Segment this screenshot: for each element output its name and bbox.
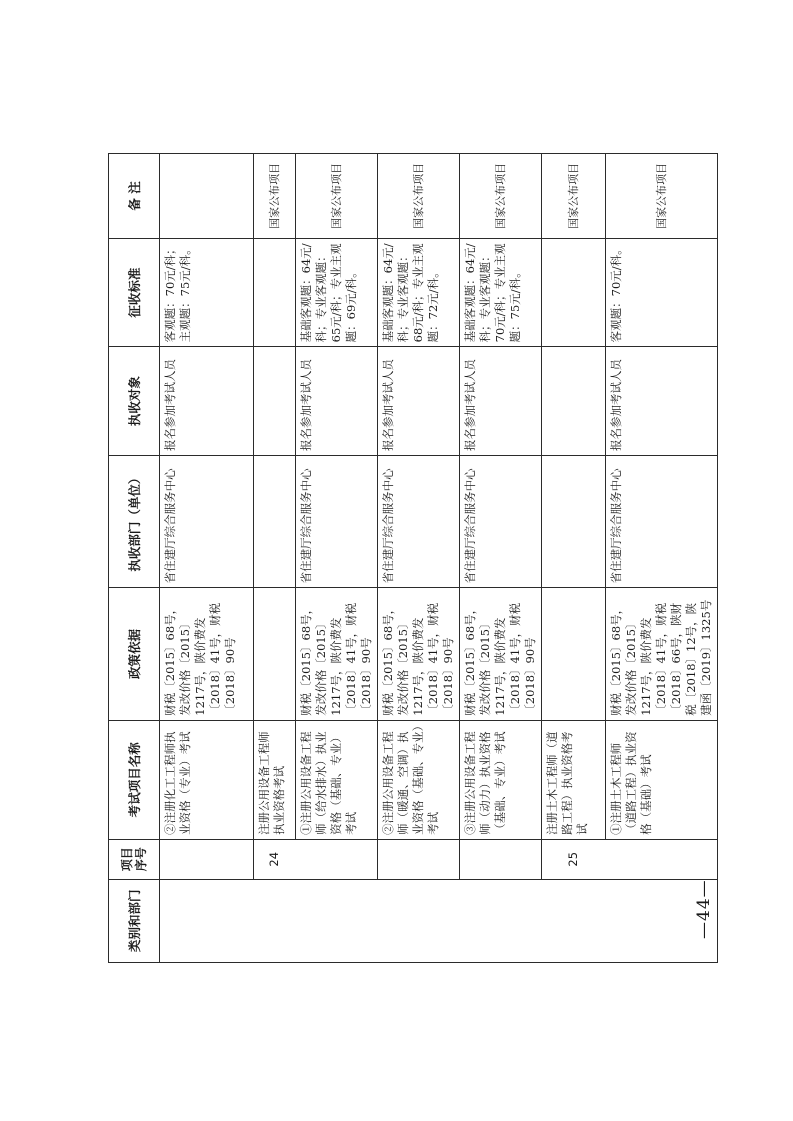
header-seq: 项目序号 <box>109 839 160 879</box>
basis-cell: 财税〔2015〕68号，发改价格〔2015〕1217号，陕价费发〔2018〕41号，财税〔2018〕90号 <box>460 588 542 720</box>
remark-cell: 国家公布项目 <box>460 154 542 239</box>
table-row <box>254 154 296 963</box>
basis-cell <box>542 588 606 720</box>
fee-table <box>108 153 718 963</box>
remark-cell: 国家公布项目 <box>542 154 606 239</box>
target-cell: 报名参加考试人员 <box>460 347 542 456</box>
target-cell: 报名参加考试人员 <box>160 347 254 456</box>
target-cell: 报名参加考试人员 <box>296 347 378 456</box>
dept-cell <box>460 879 542 962</box>
collector-cell: 省住建厅综合服务中心 <box>296 455 378 587</box>
dept-cell <box>542 879 606 962</box>
table-row <box>160 154 254 963</box>
target-cell: 报名参加考试人员 <box>378 347 460 456</box>
name-cell: 注册公用设备工程师执业资格考试 <box>254 720 296 839</box>
table-row <box>606 154 718 963</box>
collector-cell <box>254 455 296 587</box>
table-row <box>378 154 460 963</box>
basis-cell: 财税〔2015〕68号，发改价格〔2015〕1217号，陕价费发〔2018〕41号，财税〔2018〕90号 <box>296 588 378 720</box>
seq-cell: 24 <box>254 839 296 879</box>
collector-cell: 省住建厅综合服务中心 <box>606 455 718 587</box>
standard-cell <box>254 238 296 347</box>
name-cell: 注册土木工程师（道路工程）执业资格考试 <box>542 720 606 839</box>
page-number: —44— <box>694 879 714 939</box>
header-row <box>109 154 160 963</box>
standard-cell: 基础客观题：64元/科；专业客观题：68元/科；专业主观题：72元/科。 <box>378 238 460 347</box>
target-cell <box>542 347 606 456</box>
remark-cell: 国家公布项目 <box>378 154 460 239</box>
collector-cell <box>542 455 606 587</box>
header-basis: 政策依据 <box>109 588 160 720</box>
header-standard: 征收标准 <box>109 238 160 347</box>
standard-cell: 客观题：70元/科。 <box>606 238 718 347</box>
name-cell: ②注册公用设备工程师（暖通、空调）执业资格（基础、专业）考试 <box>378 720 460 839</box>
dept-cell <box>378 879 460 962</box>
remark-cell: 国家公布项目 <box>254 154 296 239</box>
name-cell: ②注册化工工程师执业资格（专业）考试 <box>160 720 254 839</box>
standard-cell <box>542 238 606 347</box>
basis-cell: 财税〔2015〕68号，发改价格〔2015〕1217号，陕价费发〔2018〕41号，财税〔2018〕90号 <box>160 588 254 720</box>
table-row <box>296 154 378 963</box>
header-target: 执收对象 <box>109 347 160 456</box>
name-cell: ①注册土木工程师（道路工程）执业资格（基础）考试 <box>606 720 718 839</box>
basis-cell <box>254 588 296 720</box>
collector-cell: 省住建厅综合服务中心 <box>378 455 460 587</box>
table-row <box>460 154 542 963</box>
basis-cell: 财税〔2015〕68号，发改价格〔2015〕1217号，陕价费发〔2018〕41号，财税〔2018〕66号，陕财税〔2018〕12号，陕建函〔2019〕1325号 <box>606 588 718 720</box>
basis-cell: 财税〔2015〕68号，发改价格〔2015〕1217号，陕价费发〔2018〕41号，财税〔2018〕90号 <box>378 588 460 720</box>
remark-cell <box>160 154 254 239</box>
seq-cell <box>460 839 542 879</box>
target-cell: 报名参加考试人员 <box>606 347 718 456</box>
standard-cell: 客观题：70元/科；主观题：75元/科。 <box>160 238 254 347</box>
header-collector: 执收部门（单位） <box>109 455 160 587</box>
dept-cell <box>160 879 254 962</box>
remark-cell: 国家公布项目 <box>296 154 378 239</box>
collector-cell: 省住建厅综合服务中心 <box>160 455 254 587</box>
target-cell <box>254 347 296 456</box>
seq-cell: 25 <box>542 839 606 879</box>
standard-cell: 基础客观题：64元/科；专业客观题：70元/科；专业主观题：75元/科。 <box>460 238 542 347</box>
name-cell: ③注册公用设备工程师（动力）执业资格（基础、专业）考试 <box>460 720 542 839</box>
seq-cell <box>606 839 718 879</box>
header-dept: 类别和部门 <box>109 879 160 962</box>
seq-cell <box>296 839 378 879</box>
header-remark: 备 注 <box>109 154 160 239</box>
seq-cell <box>160 839 254 879</box>
seq-cell <box>378 839 460 879</box>
dept-cell <box>254 879 296 962</box>
name-cell: ①注册公用设备工程师（给水排水）执业资格（基础、专业）考试 <box>296 720 378 839</box>
table-row <box>542 154 606 963</box>
dept-cell <box>296 879 378 962</box>
collector-cell: 省住建厅综合服务中心 <box>460 455 542 587</box>
header-name: 考试项目名称 <box>109 720 160 839</box>
standard-cell: 基础客观题：64元/科；专业客观题：65元/科；专业主观题：69元/科。 <box>296 238 378 347</box>
remark-cell: 国家公布项目 <box>606 154 718 239</box>
